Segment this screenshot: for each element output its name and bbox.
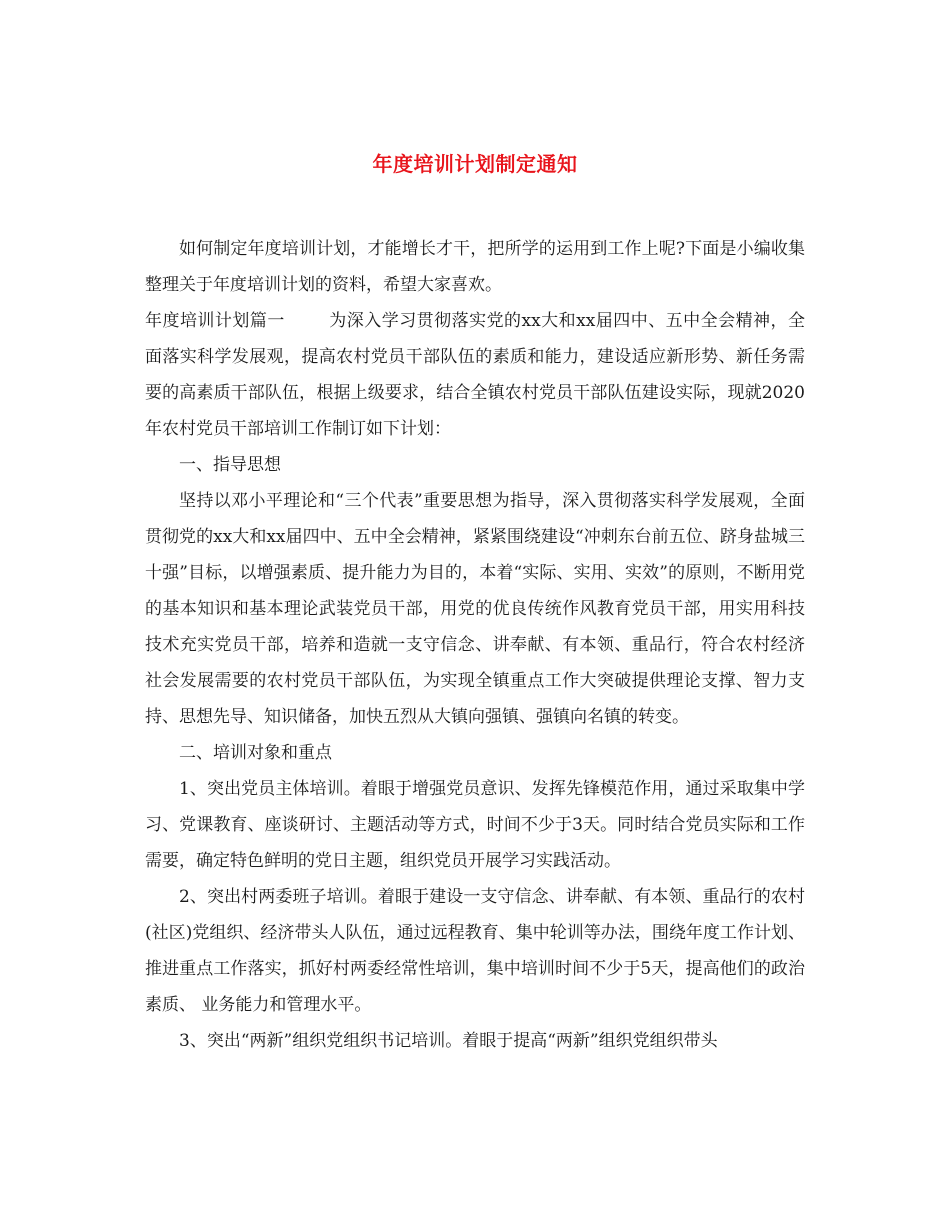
list-item-village-committees: 2、突出村两委班子培训。着眼于建设一支守信念、讲奉献、有本领、重品行的农村(社区)党组织、经济带头人队伍，通过远程教育、集中轮训等办法，围绕年度工作计划、推进重点工作落实，抓好村两委经常性培训，集中培训时间不少于5天，提高他们的政治素质、 业务能力和管理水平。: [145, 887, 805, 1015]
intro-paragraph: 如何制定年度培训计划，才能增长才干，把所学的运用到工作上呢?下面是小编收集整理关于年度培训计划的资料，希望大家喜欢。: [145, 239, 805, 295]
document-title: 年度培训计划制定通知: [372, 152, 578, 176]
document-body: [145, 231, 805, 1059]
heading-guiding-thought: 一、指导思想: [179, 455, 281, 475]
section-text: 为深入学习贯彻落实党的xx大和xx届四中、五中全会精神，全面落实科学发展观，提高农村党员干部队伍的素质和能力，建设适应新形势、新任务需要的高素质干部队伍，根据上级要求，结合全镇农村党员干部队伍建设实际，现就2020年农村党员干部培训工作制订如下计划：: [145, 311, 805, 439]
heading-training-targets: 二、培训对象和重点: [179, 743, 332, 763]
section-label: 年度培训计划篇一: [145, 311, 285, 331]
section-paragraph: [145, 303, 805, 447]
guiding-thought-paragraph: 坚持以邓小平理论和“三个代表”重要思想为指导，深入贯彻落实科学发展观，全面贯彻党的xx大和xx届四中、五中全会精神，紧紧围绕建设“冲刺东台前五位、跻身盐城三十强”目标，以增强素质、提升能力为目的，本着“实际、实用、实效”的原则，不断用党的基本知识和基本理论武装党员干部，用党的优良传统作风教育党员干部，用实用科技技术充实党员干部，培养和造就一支守信念、讲奉献、有本领、重品行，符合农村经济社会发展需要的农村党员干部队伍，为实现全镇重点工作大突破提供理论支撑、智力支持、思想先导、知识储备，加快五烈从大镇向强镇、强镇向名镇的转变。: [145, 491, 805, 727]
list-item-two-new-organizations: 3、突出“两新”组织党组织书记培训。着眼于提高“两新”组织党组织带头: [179, 1031, 718, 1051]
list-item-party-members: 1、突出党员主体培训。着眼于增强党员意识、发挥先锋模范作用，通过采取集中学习、党课教育、座谈研讨、主题活动等方式，时间不少于3天。同时结合党员实际和工作需要，确定特色鲜明的党日主题，组织党员开展学习实践活动。: [145, 779, 805, 871]
